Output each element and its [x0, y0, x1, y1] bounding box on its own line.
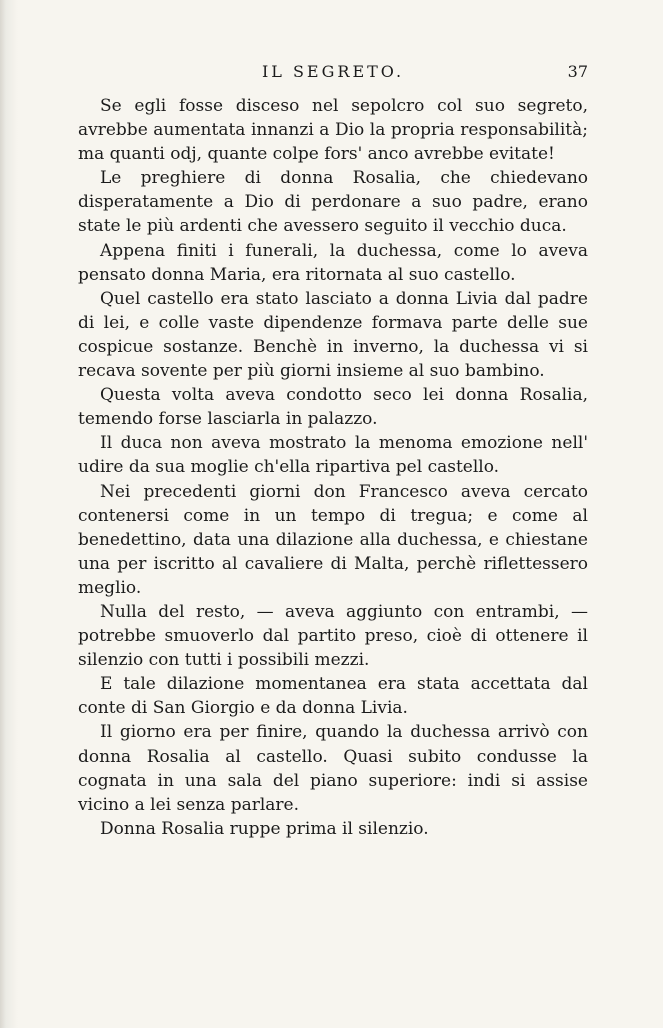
paragraph: Le preghiere di donna Rosalia, che chiedevano disperatamente a Dio di perdonare a suo padre, erano state le più ardenti che avessero seguito il vecchio duca.: [78, 168, 588, 237]
running-title: IL SEGRETO.: [261, 62, 405, 81]
paragraph: Questa volta aveva condotto seco lei donna Rosalia, temendo forse lasciarla in palazzo.: [78, 385, 588, 430]
paragraph: Se egli fosse disceso nel sepolcro col suo segreto, avrebbe aumentata innanzi a Dio la propria responsabilità; ma quanti odj, quante colpe fors' anco avrebbe evitate!: [78, 96, 588, 165]
paragraph: Quel castello era stato lasciato a donna Livia dal padre di lei, e colle vaste dipendenze formava parte delle sue cospicue sostanze. Benchè in inverno, la duchessa vi si recava sovente per più giorni insieme al suo bambino.: [78, 288, 588, 382]
paragraph: Nei precedenti giorni don Francesco aveva cercato contenersi come in un tempo di tregua; e come al benedettino, data una dilazione alla duchessa, e chiestane una per iscritto al cavaliere di Malta, perchè riflettessero meglio.: [78, 481, 588, 598]
body-text: [78, 94, 588, 841]
paragraph: Il giorno era per finire, quando la duchessa arrivò con donna Rosalia al castello. Quasi subito condusse la cognata in una sala del piano superiore: indi si assise vicino a lei senza parlare.: [78, 722, 588, 815]
page-number: 37: [567, 62, 588, 81]
page-header: [78, 62, 588, 88]
paragraph: Nulla del resto, — aveva aggiunto con entrambi, — potrebbe smuoverlo dal partito preso, cioè di ottenere il silenzio con tutti i possibili mezzi.: [78, 601, 588, 671]
paragraph: Donna Rosalia ruppe prima il silenzio.: [100, 818, 429, 839]
paragraph: Il duca non aveva mostrato la menoma emozione nell' udire da sua moglie ch'ella ripartiva pel castello.: [78, 433, 588, 478]
paragraph: E tale dilazione momentanea era stata accettata dal conte di San Giorgio e da donna Livia.: [78, 674, 588, 719]
paragraph: Appena finiti i funerali, la duchessa, come lo aveva pensato donna Maria, era ritornata al suo castello.: [78, 240, 588, 285]
